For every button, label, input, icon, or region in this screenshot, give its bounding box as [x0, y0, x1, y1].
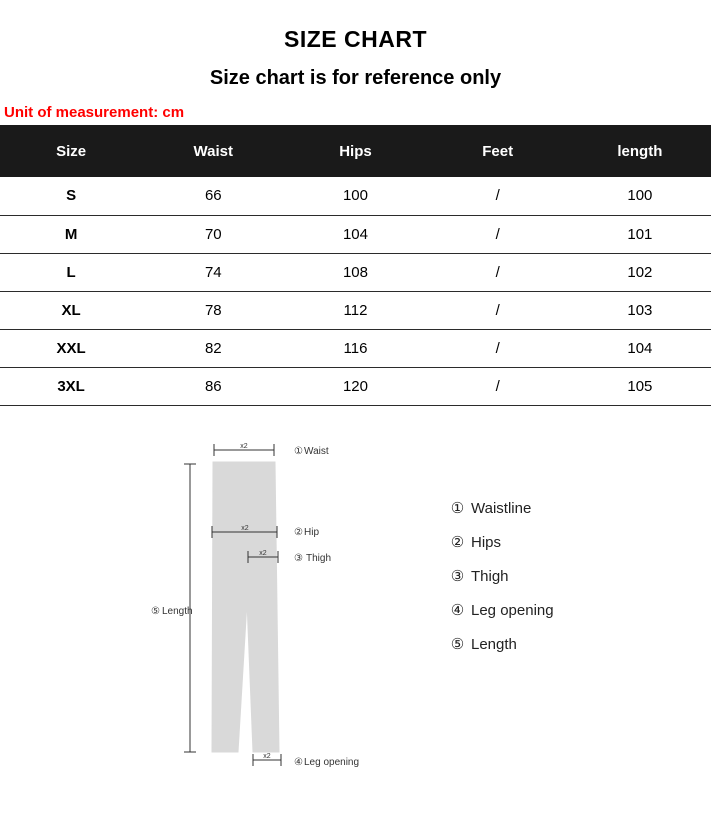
table-row [0, 215, 711, 253]
table-row [0, 177, 711, 215]
cell-size: XL [0, 291, 142, 329]
legend-item-hips [450, 526, 554, 560]
column-header-size: Size [0, 125, 142, 177]
column-header-hips: Hips [284, 125, 426, 177]
cell-size: M [0, 215, 142, 253]
cell-feet: / [427, 177, 569, 215]
leg-opening-marker: ④ [294, 756, 303, 768]
cell-hips: 108 [284, 253, 426, 291]
hip-label: Hip [304, 526, 320, 538]
cell-length: 100 [569, 177, 711, 215]
table-row [0, 291, 711, 329]
leg-opening-label: Leg opening [304, 756, 360, 768]
cell-hips: 100 [284, 177, 426, 215]
legend-item-thigh [450, 560, 554, 594]
column-header-waist: Waist [142, 125, 284, 177]
hip-marker: ② [294, 526, 303, 538]
cell-waist: 78 [142, 291, 284, 329]
cell-waist: 86 [142, 367, 284, 405]
cell-length: 104 [569, 329, 711, 367]
cell-feet: / [427, 253, 569, 291]
measurement-diagram [0, 422, 711, 782]
column-header-length: length [569, 125, 711, 177]
cell-hips: 116 [284, 329, 426, 367]
page-subtitle: Size chart is for reference only [209, 67, 502, 89]
hip-x2-label: x2 [241, 524, 249, 532]
table-header-row [0, 125, 711, 177]
cell-waist: 66 [142, 177, 284, 215]
waist-marker: ① [294, 445, 303, 457]
table-row [0, 367, 711, 405]
cell-waist: 82 [142, 329, 284, 367]
legend-label-3: Thigh [471, 567, 509, 585]
legend-label-4: Leg opening [471, 601, 554, 619]
table-row [0, 253, 711, 291]
size-table [0, 125, 711, 406]
thigh-marker: ③ [294, 552, 303, 564]
cell-hips: 112 [284, 291, 426, 329]
legend-marker-5: ⑤ [450, 635, 465, 653]
pants-illustration [150, 422, 470, 782]
cell-size: S [0, 177, 142, 215]
cell-length: 101 [569, 215, 711, 253]
cell-size: 3XL [0, 367, 142, 405]
legend-marker-2: ② [450, 533, 465, 551]
waist-label: Waist [304, 445, 329, 457]
legend [450, 492, 554, 662]
cell-hips: 104 [284, 215, 426, 253]
legend-label-5: Length [471, 635, 517, 653]
cell-feet: / [427, 329, 569, 367]
cell-size: L [0, 253, 142, 291]
legend-marker-3: ③ [450, 567, 465, 585]
cell-feet: / [427, 367, 569, 405]
cell-length: 102 [569, 253, 711, 291]
cell-feet: / [427, 215, 569, 253]
thigh-label: Thigh [306, 552, 332, 564]
cell-size: XXL [0, 329, 142, 367]
cell-waist: 74 [142, 253, 284, 291]
table-header [0, 125, 711, 177]
cell-waist: 70 [142, 215, 284, 253]
pants-shape [212, 462, 279, 752]
legend-item-leg-opening [450, 594, 554, 628]
column-header-feet: Feet [427, 125, 569, 177]
cell-hips: 120 [284, 367, 426, 405]
thigh-x2-label: x2 [259, 549, 267, 557]
length-label: Length [162, 605, 193, 617]
legend-label-2: Hips [471, 533, 502, 551]
unit-note: Unit of measurement: cm [4, 104, 185, 121]
waist-x2-label: x2 [240, 442, 248, 450]
legend-item-length [450, 628, 554, 662]
legend-label-1: Waistline [471, 499, 532, 517]
leg-opening-x2-label: x2 [263, 752, 271, 760]
size-chart-page [0, 26, 711, 815]
legend-marker-1: ① [450, 499, 465, 517]
legend-item-waistline [450, 492, 554, 526]
length-marker: ⑤ [151, 605, 160, 617]
cell-length: 103 [569, 291, 711, 329]
table-row [0, 329, 711, 367]
table-body [0, 177, 711, 405]
cell-length: 105 [569, 367, 711, 405]
cell-feet: / [427, 291, 569, 329]
legend-marker-4: ④ [450, 601, 465, 619]
page-title: SIZE CHART [284, 26, 427, 52]
